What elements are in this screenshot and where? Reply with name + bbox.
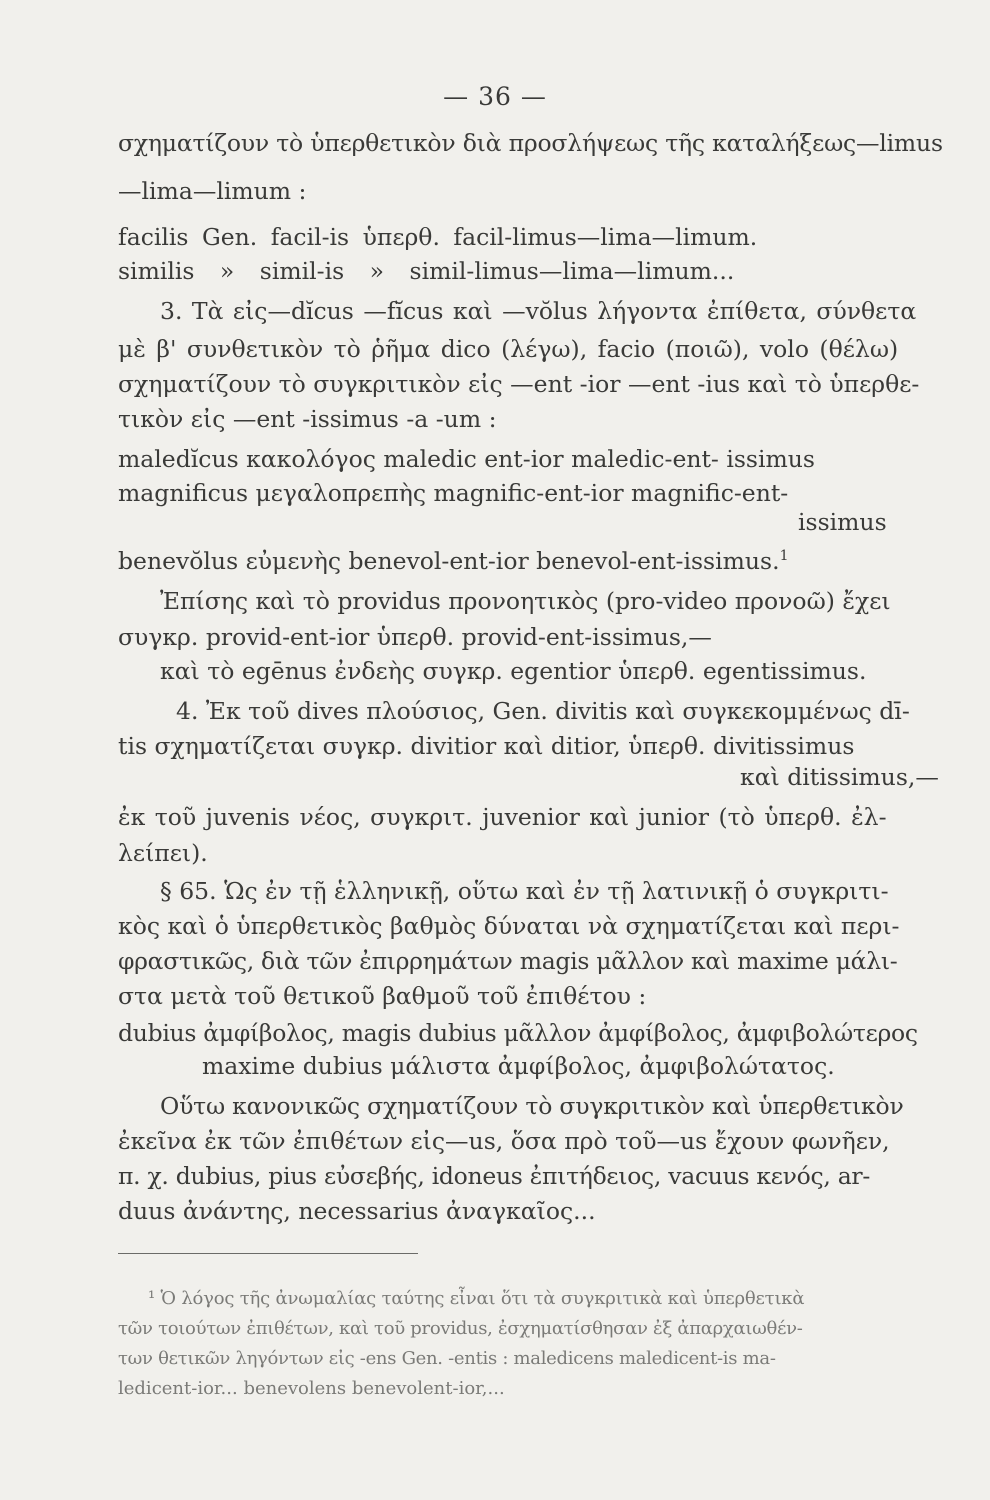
text-line: 4. Ἐκ τοῦ dives πλούσιος, Gen. divitis καὶ συγκεκομμένως dī-: [176, 697, 910, 725]
text-line: ἐκεῖνα ἐκ τῶν ἐπιθέτων εἰς—us, ὅσα πρὸ τοῦ—us ἔχουν φωνῆεν,: [118, 1127, 890, 1155]
text-line: σχηματίζουν τὸ ὑπερθετικὸν διὰ προσλήψεως τῆς καταλήξεως—limus: [118, 129, 943, 157]
text-line: στα μετὰ τοῦ θετικοῦ βαθμοῦ τοῦ ἐπιθέτου :: [118, 982, 647, 1010]
text-line: § 65. Ὡς ἐν τῇ ἑλληνικῇ, οὕτω καὶ ἐν τῇ λατινικῇ ὁ συγκριτι-: [160, 877, 889, 905]
page-number: — 36 —: [443, 82, 547, 111]
text-line: ἐκ τοῦ juvenis νέος, συγκριτ. juvenior καὶ junior (τὸ ὑπερθ. ἐλ-: [118, 803, 887, 831]
text-line: dubius ἀμφίβολος, magis dubius μᾶλλον ἀμφίβολος, ἀμφιβολώτερος: [118, 1019, 918, 1047]
text-line: 3. Τὰ εἰς—dĭcus —fĭcus καὶ —vŏlus λήγοντα ἐπίθετα, σύνθετα: [160, 297, 917, 325]
text-line: καὶ τὸ egēnus ἐνδεὴς συγκρ. egentior ὑπερθ. egentissimus.: [160, 657, 867, 685]
text-line: τικὸν εἰς —ent -issimus -a -um :: [118, 405, 497, 433]
text-line: κὸς καὶ ὁ ὑπερθετικὸς βαθμὸς δύναται νὰ σχηματίζεται καὶ περι-: [118, 912, 900, 940]
text-line: Οὕτω κανονικῶς σχηματίζουν τὸ συγκριτικὸν καὶ ὑπερθετικὸν: [160, 1092, 904, 1120]
text-line: maledĭcus κακολόγος maledic ent-ior maledic-ent- issimus: [118, 445, 815, 473]
footnote-marker: 1: [779, 548, 789, 564]
footnote-line: ¹ Ὁ λόγος τῆς ἀνωμαλίας ταύτης εἶναι ὅτι τὰ συγκριτικὰ καὶ ὑπερθετικὰ: [148, 1288, 805, 1309]
text-line: φραστικῶς, διὰ τῶν ἐπιρρημάτων magis μᾶλλον καὶ maxime μάλι-: [118, 947, 898, 975]
text-line: [118, 546, 789, 575]
text-line: συγκρ. provid-ent-ior ὑπερθ. provid-ent-issimus,—: [118, 623, 712, 651]
text-line: μὲ β' συνθετικὸν τὸ ῥῆμα dico (λέγω), facio (ποιῶ), volo (θέλω): [118, 335, 899, 363]
text-line: καὶ ditissimus,—: [740, 763, 939, 791]
text-line: magnificus μεγαλοπρεπὴς magnific-ent-ior magnific-ent-: [118, 479, 789, 507]
text-line: tis σχηματίζεται συγκρ. divitior καὶ ditior, ὑπερθ. divitissimus: [118, 732, 855, 760]
text-line: facilis Gen. facil-is ὑπερθ. facil-limus—lima—limum.: [118, 223, 758, 251]
text-line: Ἐπίσης καὶ τὸ providus προνοητικὸς (pro-video προνοῶ) ἔχει: [160, 587, 891, 615]
footnote-divider: [118, 1253, 418, 1254]
text-line: π. χ. dubius, pius εὐσεβής, idoneus ἐπιτήδειος, vacuus κενός, ar-: [118, 1162, 870, 1190]
text-line: similis » simil-is » simil-limus—lima—limum...: [118, 257, 735, 285]
text-line: σχηματίζουν τὸ συγκριτικὸν εἰς —ent -ior —ent -ius καὶ τὸ ὑπερθε-: [118, 370, 920, 398]
text-line: —lima—limum :: [118, 177, 307, 205]
footnote-line: των θετικῶν ληγόντων εἰς -ens Gen. -entis : maledicens maledicent-is ma-: [118, 1348, 776, 1369]
text-line: issimus: [798, 508, 887, 536]
footnote-line: τῶν τοιούτων ἐπιθέτων, καὶ τοῦ providus, ἐσχηματίσθησαν ἐξ ἀπαρχαιωθέν-: [118, 1318, 803, 1339]
text-line: λείπει).: [118, 839, 208, 867]
text-line-content: benevŏlus εὐμενὴς benevol-ent-ior benevol-ent-issimus.: [118, 546, 780, 575]
text-line: duus ἀνάντης, necessarius ἀναγκαῖος...: [118, 1197, 596, 1225]
footnote-line: ledicent-ior... benevolens benevolent-ior,...: [118, 1378, 505, 1399]
text-line: maxime dubius μάλιστα ἀμφίβολος, ἀμφιβολώτατος.: [202, 1052, 835, 1080]
